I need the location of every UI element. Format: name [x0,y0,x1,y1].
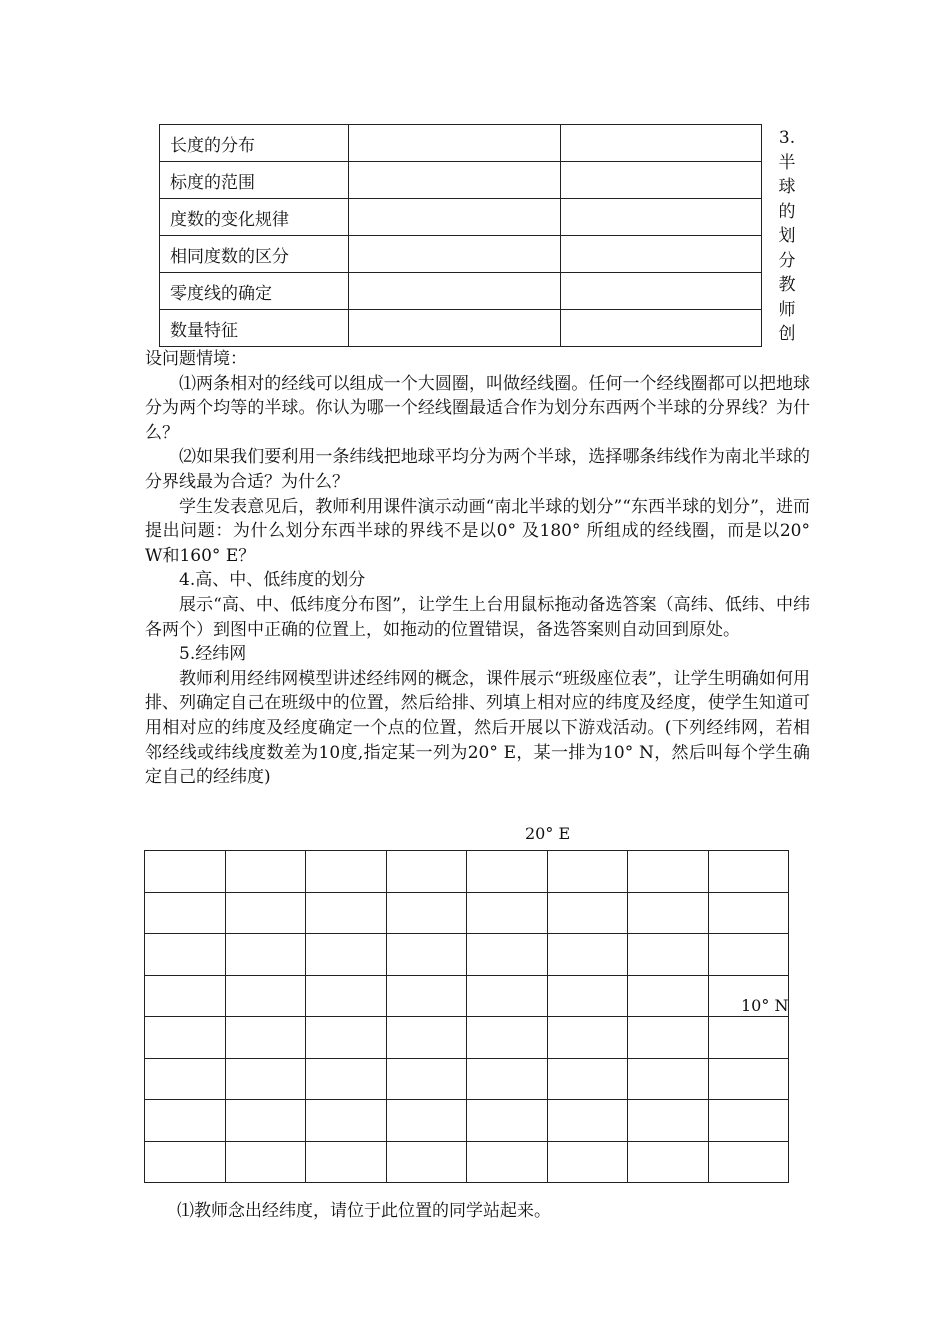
grid-cell [628,892,709,934]
grid-cell [145,851,226,893]
grid-cell [708,934,789,976]
table-row [160,236,762,273]
grid-cell [467,1100,548,1142]
grid-cell [628,934,709,976]
paragraph: 学生发表意见后，教师利用课件演示动画“南北半球的划分”“东西半球的划分”，进而提出问题：为什么划分东西半球的界线不是以0° 及180° 所组成的经线圈，而是以20° W和160° E？ [145,496,810,566]
grid-cell [628,1141,709,1183]
grid-cell [467,892,548,934]
comparison-table [159,124,762,347]
grid-cell [306,1017,387,1059]
paragraph: 设问题情境： [145,349,247,369]
grid-cell [708,851,789,893]
grid-cell [708,1058,789,1100]
table-cell [561,273,762,310]
grid-cell [306,1141,387,1183]
grid-row [145,1100,789,1142]
paragraph: 展示“高、中、低纬度分布图”，让学生上台用鼠标拖动备选答案（高纬、低纬、中纬各两个）到图中正确的位置上，如拖动的位置错误，备选答案则自动回到原处。 [145,594,810,640]
row-label: 标度的范围 [160,162,349,199]
grid-cell [547,851,628,893]
grid-row [145,1058,789,1100]
grid-cell [225,892,306,934]
latitude-label: 10° N [741,996,789,1015]
paragraph: ⑴教师念出经纬度，请位于此位置的同学站起来。 [177,1201,551,1221]
grid-cell [386,1141,467,1183]
grid-cell [225,1100,306,1142]
grid-row [145,975,789,1017]
grid-cell [547,1100,628,1142]
grid-cell [467,851,548,893]
grid-cell [306,975,387,1017]
grid-cell [708,1100,789,1142]
grid-cell [306,892,387,934]
grid-cell [467,975,548,1017]
grid-cell [145,1141,226,1183]
grid-cell [145,1017,226,1059]
grid-cell [225,851,306,893]
grid-cell [386,892,467,934]
grid-cell [628,975,709,1017]
row-label: 相同度数的区分 [160,236,349,273]
grid-cell [547,975,628,1017]
table-cell [349,199,561,236]
grid-cell [708,1141,789,1183]
graticule-grid [144,850,789,1183]
grid-cell [628,1017,709,1059]
row-label: 数量特征 [160,310,349,347]
grid-cell [306,1100,387,1142]
paragraph: ⑴两条相对的经线可以组成一个大圆圈，叫做经线圈。任何一个经线圈都可以把地球分为两个均等的半球。你认为哪一个经线圈最适合作为划分东西两个半球的分界线？为什么？ [145,373,810,443]
grid-row [145,851,789,893]
grid-cell [225,1141,306,1183]
grid-cell [547,1017,628,1059]
table-row [160,162,762,199]
grid-row [145,1141,789,1183]
grid-cell [225,975,306,1017]
table-row [160,125,762,162]
grid-cell [547,892,628,934]
grid-cell [467,934,548,976]
table-cell [349,273,561,310]
grid-cell [467,1141,548,1183]
grid-cell [225,1017,306,1059]
table-cell [349,236,561,273]
grid-cell [547,1141,628,1183]
body-text [145,347,810,790]
paragraph: 教师利用经纬网模型讲述经纬网的概念，课件展示“班级座位表”，让学生明确如何用排、列确定自己在班级中的位置，然后给排、列填上相对应的纬度及经度，使学生知道可用相对应的纬度及经度确定一个点的位置，然后开展以下游戏活动。(下列经纬网，若相邻经线或纬线度数差为10度,指定某一列为20° E，某一排为10° N，然后叫每个学生确定自己的经纬度) [145,668,810,788]
table-cell [561,199,762,236]
grid-cell [467,1017,548,1059]
grid-cell [386,1100,467,1142]
table-row [160,310,762,347]
table-cell [561,162,762,199]
grid-row [145,892,789,934]
grid-cell [386,975,467,1017]
grid-cell [386,934,467,976]
grid-cell [306,1058,387,1100]
grid-cell [628,1058,709,1100]
row-label: 零度线的确定 [160,273,349,310]
section-heading: 5.经纬网 [179,644,247,665]
grid-cell [145,892,226,934]
section-heading: 4.高、中、低纬度的划分 [179,570,366,591]
section-heading-vertical: 3.半球的划分教师创 [778,128,796,344]
grid-cell [708,1017,789,1059]
table-cell [349,310,561,347]
grid-cell [306,851,387,893]
row-label: 度数的变化规律 [160,199,349,236]
grid-cell [145,1100,226,1142]
table-cell [561,125,762,162]
grid-row [145,1017,789,1059]
table-row [160,273,762,310]
grid-row [145,934,789,976]
grid-cell [628,851,709,893]
grid-cell [386,1017,467,1059]
table-cell [349,162,561,199]
row-label: 长度的分布 [160,125,349,162]
table-cell [561,236,762,273]
grid-cell [708,892,789,934]
grid-cell [547,934,628,976]
paragraph: ⑵如果我们要利用一条纬线把地球平均分为两个半球，选择哪条纬线作为南北半球的分界线最为合适？为什么？ [145,447,810,492]
longitude-label: 20° E [525,824,571,843]
grid-cell [145,934,226,976]
grid-cell [467,1058,548,1100]
table-cell [561,310,762,347]
table-cell [349,125,561,162]
grid-cell [386,851,467,893]
table-row [160,199,762,236]
grid-cell [386,1058,467,1100]
grid-cell [145,975,226,1017]
grid-cell [306,934,387,976]
grid-cell [145,1058,226,1100]
grid-cell [225,1058,306,1100]
grid-cell [547,1058,628,1100]
grid-cell [628,1100,709,1142]
grid-cell [225,934,306,976]
